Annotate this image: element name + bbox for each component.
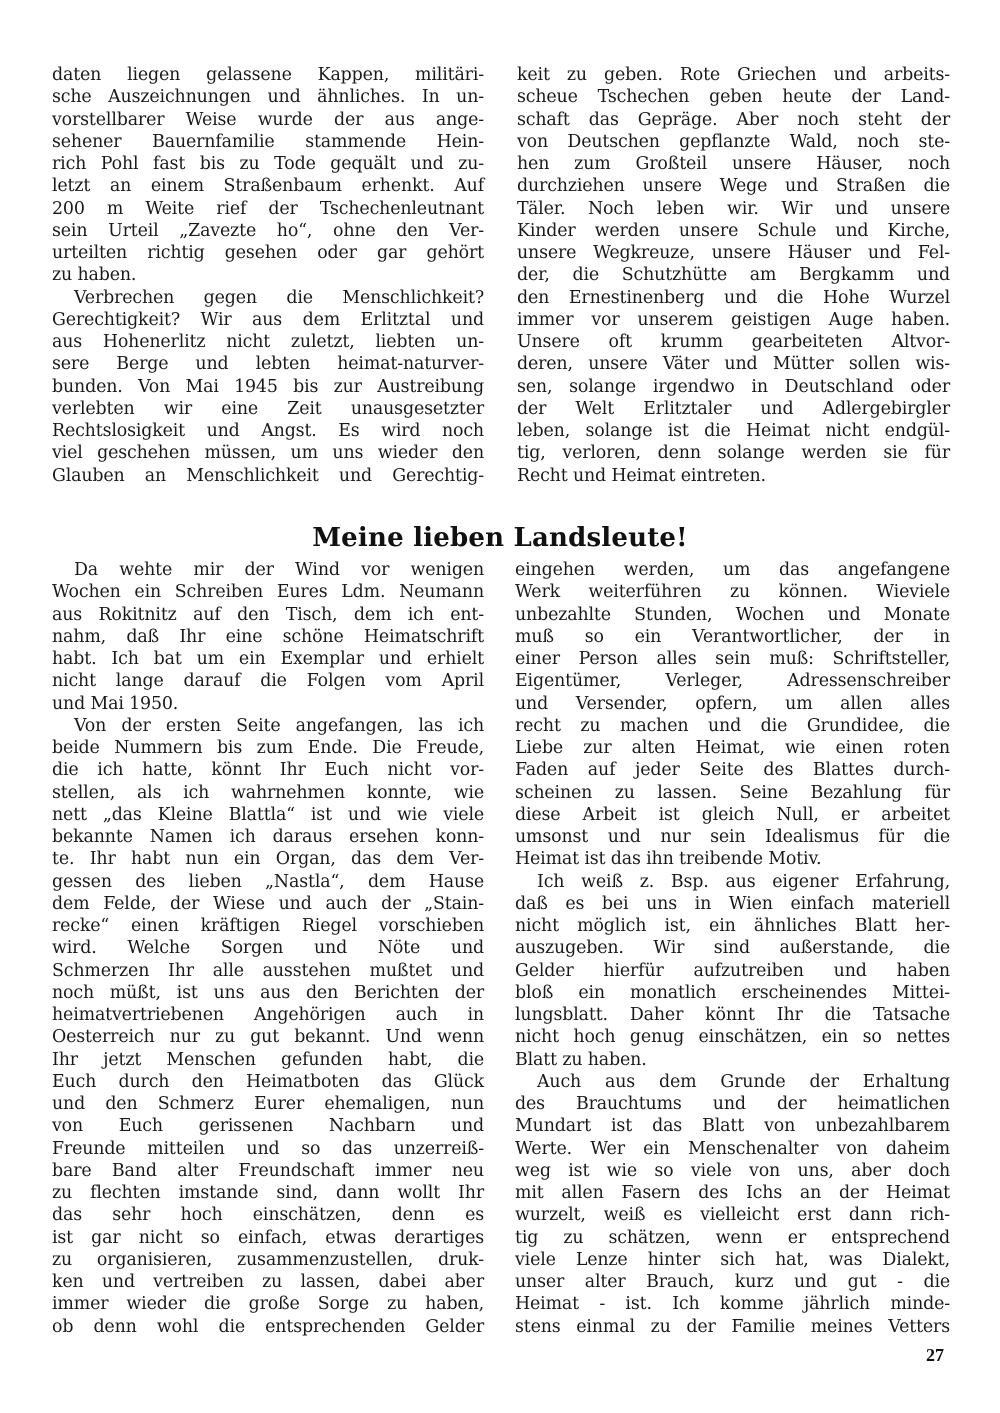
text-line: Eigentümer, Verleger, Adressenschreiber <box>515 671 950 692</box>
text-line: lungsblatt. Daher könnt Ihr die Tatsache <box>515 1005 950 1025</box>
text-line: bare Band alter Freundschaft immer neu <box>52 1160 484 1181</box>
text-line: vorstellbarer Weise wurde der aus ange- <box>52 109 484 130</box>
text-line: nahm, daß Ihr eine schöne Heimatschrift <box>52 626 484 647</box>
text-line: dem Felde, der Wiese und auch der „Stain- <box>52 893 484 914</box>
text-line: sen, solange irgendwo in Deutschland oder <box>517 376 950 397</box>
text-line: nicht hoch genug einschätzen, ein so nettes <box>515 1027 950 1048</box>
text-line: Glauben an Menschlichkeit und Gerechtig- <box>52 465 484 486</box>
text-line: Ihr jetzt Menschen gefunden habt, die <box>52 1049 484 1070</box>
text-line: muß so ein Verantwortlicher, der in <box>515 626 950 647</box>
text-line: sein Urteil „Zavezte ho“, ohne den Ver- <box>52 220 484 241</box>
paragraph-start-line: Ich weiß z. Bsp. aus eigener Erfahrung, <box>537 871 950 892</box>
text-line: und Mai 1950. <box>52 693 179 714</box>
text-line: wurzelt, weiß es vielleicht erst dann rich- <box>515 1205 950 1226</box>
text-line: recht zu machen und die Grundidee, die <box>515 715 950 736</box>
text-line: habt. Ich bat um ein Exemplar und erhielt <box>52 649 484 669</box>
text-line: Schmerzen Ihr alle ausstehen mußtet und <box>52 960 484 981</box>
letter-left-column <box>52 559 484 1338</box>
text-line: deren, unsere Väter und Mütter sollen wis- <box>517 354 950 375</box>
text-line: aus Rokitnitz auf den Tisch, dem ich ent- <box>52 604 484 625</box>
text-line: Euch durch den Heimatboten das Glück <box>52 1071 484 1092</box>
text-line: scheinen zu lassen. Seine Bezahlung für <box>515 782 950 803</box>
text-line: mit allen Fasern des Ichs an der Heimat <box>515 1183 950 1203</box>
text-line: letzt an einem Straßenbaum erhenkt. Auf <box>52 176 484 197</box>
article-continuation-left-column <box>52 64 484 487</box>
text-line: von Deutschen gepflanzte Wald, noch ste- <box>517 131 950 152</box>
text-line: Rechtslosigkeit und Angst. Es wird noch <box>52 421 484 441</box>
text-line: 200 m Weite rief der Tschechenleutnant <box>52 198 484 219</box>
paragraph-start-line: Auch aus dem Grunde der Erhaltung <box>537 1071 950 1092</box>
text-line: zu haben. <box>52 265 137 286</box>
text-line: unser alter Brauch, kurz und gut - die <box>515 1272 950 1292</box>
text-line: und Versender, opfern, um allen alles <box>515 693 950 714</box>
text-line: bloß ein monatlich erscheinendes Mittei- <box>515 982 950 1003</box>
text-line: tig, verloren, denn solange werden sie für <box>517 443 950 464</box>
text-line: Liebe zur alten Heimat, wie einen roten <box>515 738 950 758</box>
text-line: urteilten richtig gesehen oder gar gehört <box>52 243 484 263</box>
text-line: Gerechtigkeit? Wir aus dem Erlitztal und <box>52 309 484 330</box>
paragraph-start-line: Von der ersten Seite angefangen, las ich <box>74 715 484 736</box>
text-line: sehener Bauernfamilie stammende Hein- <box>52 131 484 152</box>
text-line: te. Ihr habt nun ein Organ, das dem Ver- <box>52 849 484 870</box>
text-line: diese Arbeit ist gleich Null, er arbeitet <box>515 804 950 825</box>
text-line: stellen, als ich wahrnehmen konnte, wie <box>52 782 484 803</box>
text-line: scheue Tschechen geben heute der Land- <box>517 87 950 108</box>
text-line: Gelder hierfür aufzutreiben und haben <box>515 960 950 981</box>
text-line: leben, solange ist die Heimat nicht endgül- <box>517 421 950 441</box>
text-line: Werk weiterführen zu können. Wieviele <box>515 582 950 603</box>
text-line: Oesterreich nur zu gut bekannt. Und wenn <box>52 1027 484 1048</box>
text-line: ist gar nicht so einfach, etwas derartiges <box>52 1227 484 1248</box>
text-line: nett „das Kleine Blattla“ ist und wie viele <box>52 804 484 825</box>
text-line: nicht möglich ist, ein ähnliches Blatt her- <box>515 916 950 936</box>
text-line: noch müßt, ist uns aus den Berichten der <box>52 982 484 1003</box>
text-line: durchziehen unsere Wege und Straßen die <box>517 176 950 197</box>
text-line: tig zu schätzen, wenn er entsprechend <box>515 1227 950 1248</box>
text-line: daß es bei uns in Wien einfach materiell <box>515 893 950 914</box>
text-line: hen zum Großteil unsere Häuser, noch <box>517 154 950 174</box>
text-line: die ich hatte, könnt Ihr Euch nicht vor- <box>52 760 484 781</box>
text-line: und den Schmerz Eurer ehemaligen, nun <box>52 1094 484 1114</box>
text-line: daten liegen gelassene Kappen, militäri- <box>52 65 484 85</box>
text-line: wird. Welche Sorgen und Nöte und <box>52 938 484 959</box>
text-line: zu flechten imstande sind, dann wollt Ihr <box>52 1183 484 1203</box>
letter-right-column <box>515 559 950 1338</box>
text-line: rich Pohl fast bis zu Tode gequält und zu- <box>52 154 484 174</box>
article-continuation-right-column <box>517 64 950 487</box>
text-line: Heimat - ist. Ich komme jährlich minde- <box>515 1294 950 1315</box>
text-line: sche Auszeichnungen und ähnliches. In un- <box>52 87 484 108</box>
text-line: Wochen ein Schreiben Eures Ldm. Neumann <box>52 582 484 603</box>
text-line: Heimat ist das ihn treibende Motiv. <box>515 849 822 870</box>
text-line: bunden. Von Mai 1945 bis zur Austreibung <box>52 376 484 397</box>
text-line: des Brauchtums und der heimatlichen <box>515 1094 950 1114</box>
text-line: Unsere oft krumm gearbeiteten Altvor- <box>517 332 950 352</box>
text-line: zu organisieren, zusammenzustellen, druk- <box>52 1249 484 1270</box>
page-number: 27 <box>926 1345 944 1365</box>
text-line: keit zu geben. Rote Griechen und arbeits- <box>517 65 950 85</box>
text-line: recke“ einen kräftigen Riegel vorschieben <box>52 916 484 936</box>
text-line: ken und vertreiben zu lassen, dabei aber <box>52 1272 484 1292</box>
text-line: Kinder werden unsere Schule und Kirche, <box>517 220 950 241</box>
text-line: Täler. Noch leben wir. Wir und unsere <box>517 198 950 219</box>
text-line: Werte. Wer ein Menschenalter von daheim <box>515 1138 950 1159</box>
text-line: der Welt Erlitztaler und Adlergebirgler <box>517 398 950 419</box>
text-line: beide Nummern bis zum Ende. Die Freude, <box>52 738 484 758</box>
text-line: viel geschehen müssen, um uns wieder den <box>52 443 484 464</box>
text-line: unsere Wegkreuze, unsere Häuser und Fel- <box>517 243 950 263</box>
text-line: Freunde mitteilen und so das unzerreiß- <box>52 1138 484 1159</box>
text-line: verlebten wir eine Zeit unausgesetzter <box>52 398 484 419</box>
text-line: heimatvertriebenen Angehörigen auch in <box>52 1005 484 1025</box>
paragraph-start-line: Verbrechen gegen die Menschlichkeit? <box>74 287 484 308</box>
text-line: sere Berge und lebten heimat-naturver- <box>52 354 484 375</box>
text-line: der, die Schutzhütte am Bergkamm und <box>517 265 950 286</box>
text-line: auszugeben. Wir sind außerstande, die <box>515 938 950 959</box>
text-line: immer wieder die große Sorge zu haben, <box>52 1294 484 1315</box>
text-line: den Ernestinenberg und die Hohe Wurzel <box>517 287 950 308</box>
text-line: unbezahlte Stunden, Wochen und Monate <box>515 604 950 625</box>
text-line: weg ist wie so viele von uns, aber doch <box>515 1160 950 1181</box>
text-line: gessen des lieben „Nastla“, dem Hause <box>52 871 484 892</box>
text-line: ob denn wohl die entsprechenden Gelder <box>52 1316 484 1337</box>
text-line: eingehen werden, um das angefangene <box>515 560 950 580</box>
text-line: stens einmal zu der Familie meines Vetters <box>515 1316 950 1337</box>
text-line: aus Hohenerlitz nicht zuletzt, liebten un- <box>52 332 484 352</box>
text-line: umsonst und nur sein Idealismus für die <box>515 827 950 847</box>
text-line: einer Person alles sein muß: Schriftsteller, <box>515 649 950 669</box>
text-line: von Euch gerissenen Nachbarn und <box>52 1116 484 1137</box>
text-line: nicht lange darauf die Folgen vom April <box>52 671 484 692</box>
text-line: Mundart ist das Blatt von unbezahlbarem <box>515 1116 950 1137</box>
text-line: immer vor unserem geistigen Auge haben. <box>517 309 950 330</box>
text-line: das sehr hoch einschätzen, denn es <box>52 1205 484 1226</box>
text-line: Recht und Heimat eintreten. <box>517 465 766 486</box>
text-line: bekannte Namen ich daraus ersehen konn- <box>52 827 484 847</box>
text-line: Blatt zu haben. <box>515 1049 647 1070</box>
text-line: schaft das Gepräge. Aber noch steht der <box>517 109 950 130</box>
text-line: viele Lenze hinter sich hat, was Dialekt, <box>515 1249 950 1270</box>
paragraph-start-line: Da wehte mir der Wind vor wenigen <box>74 560 484 580</box>
text-line: Faden auf jeder Seite des Blattes durch- <box>515 760 950 781</box>
article-headline: Meine lieben Landsleute! <box>312 523 688 554</box>
